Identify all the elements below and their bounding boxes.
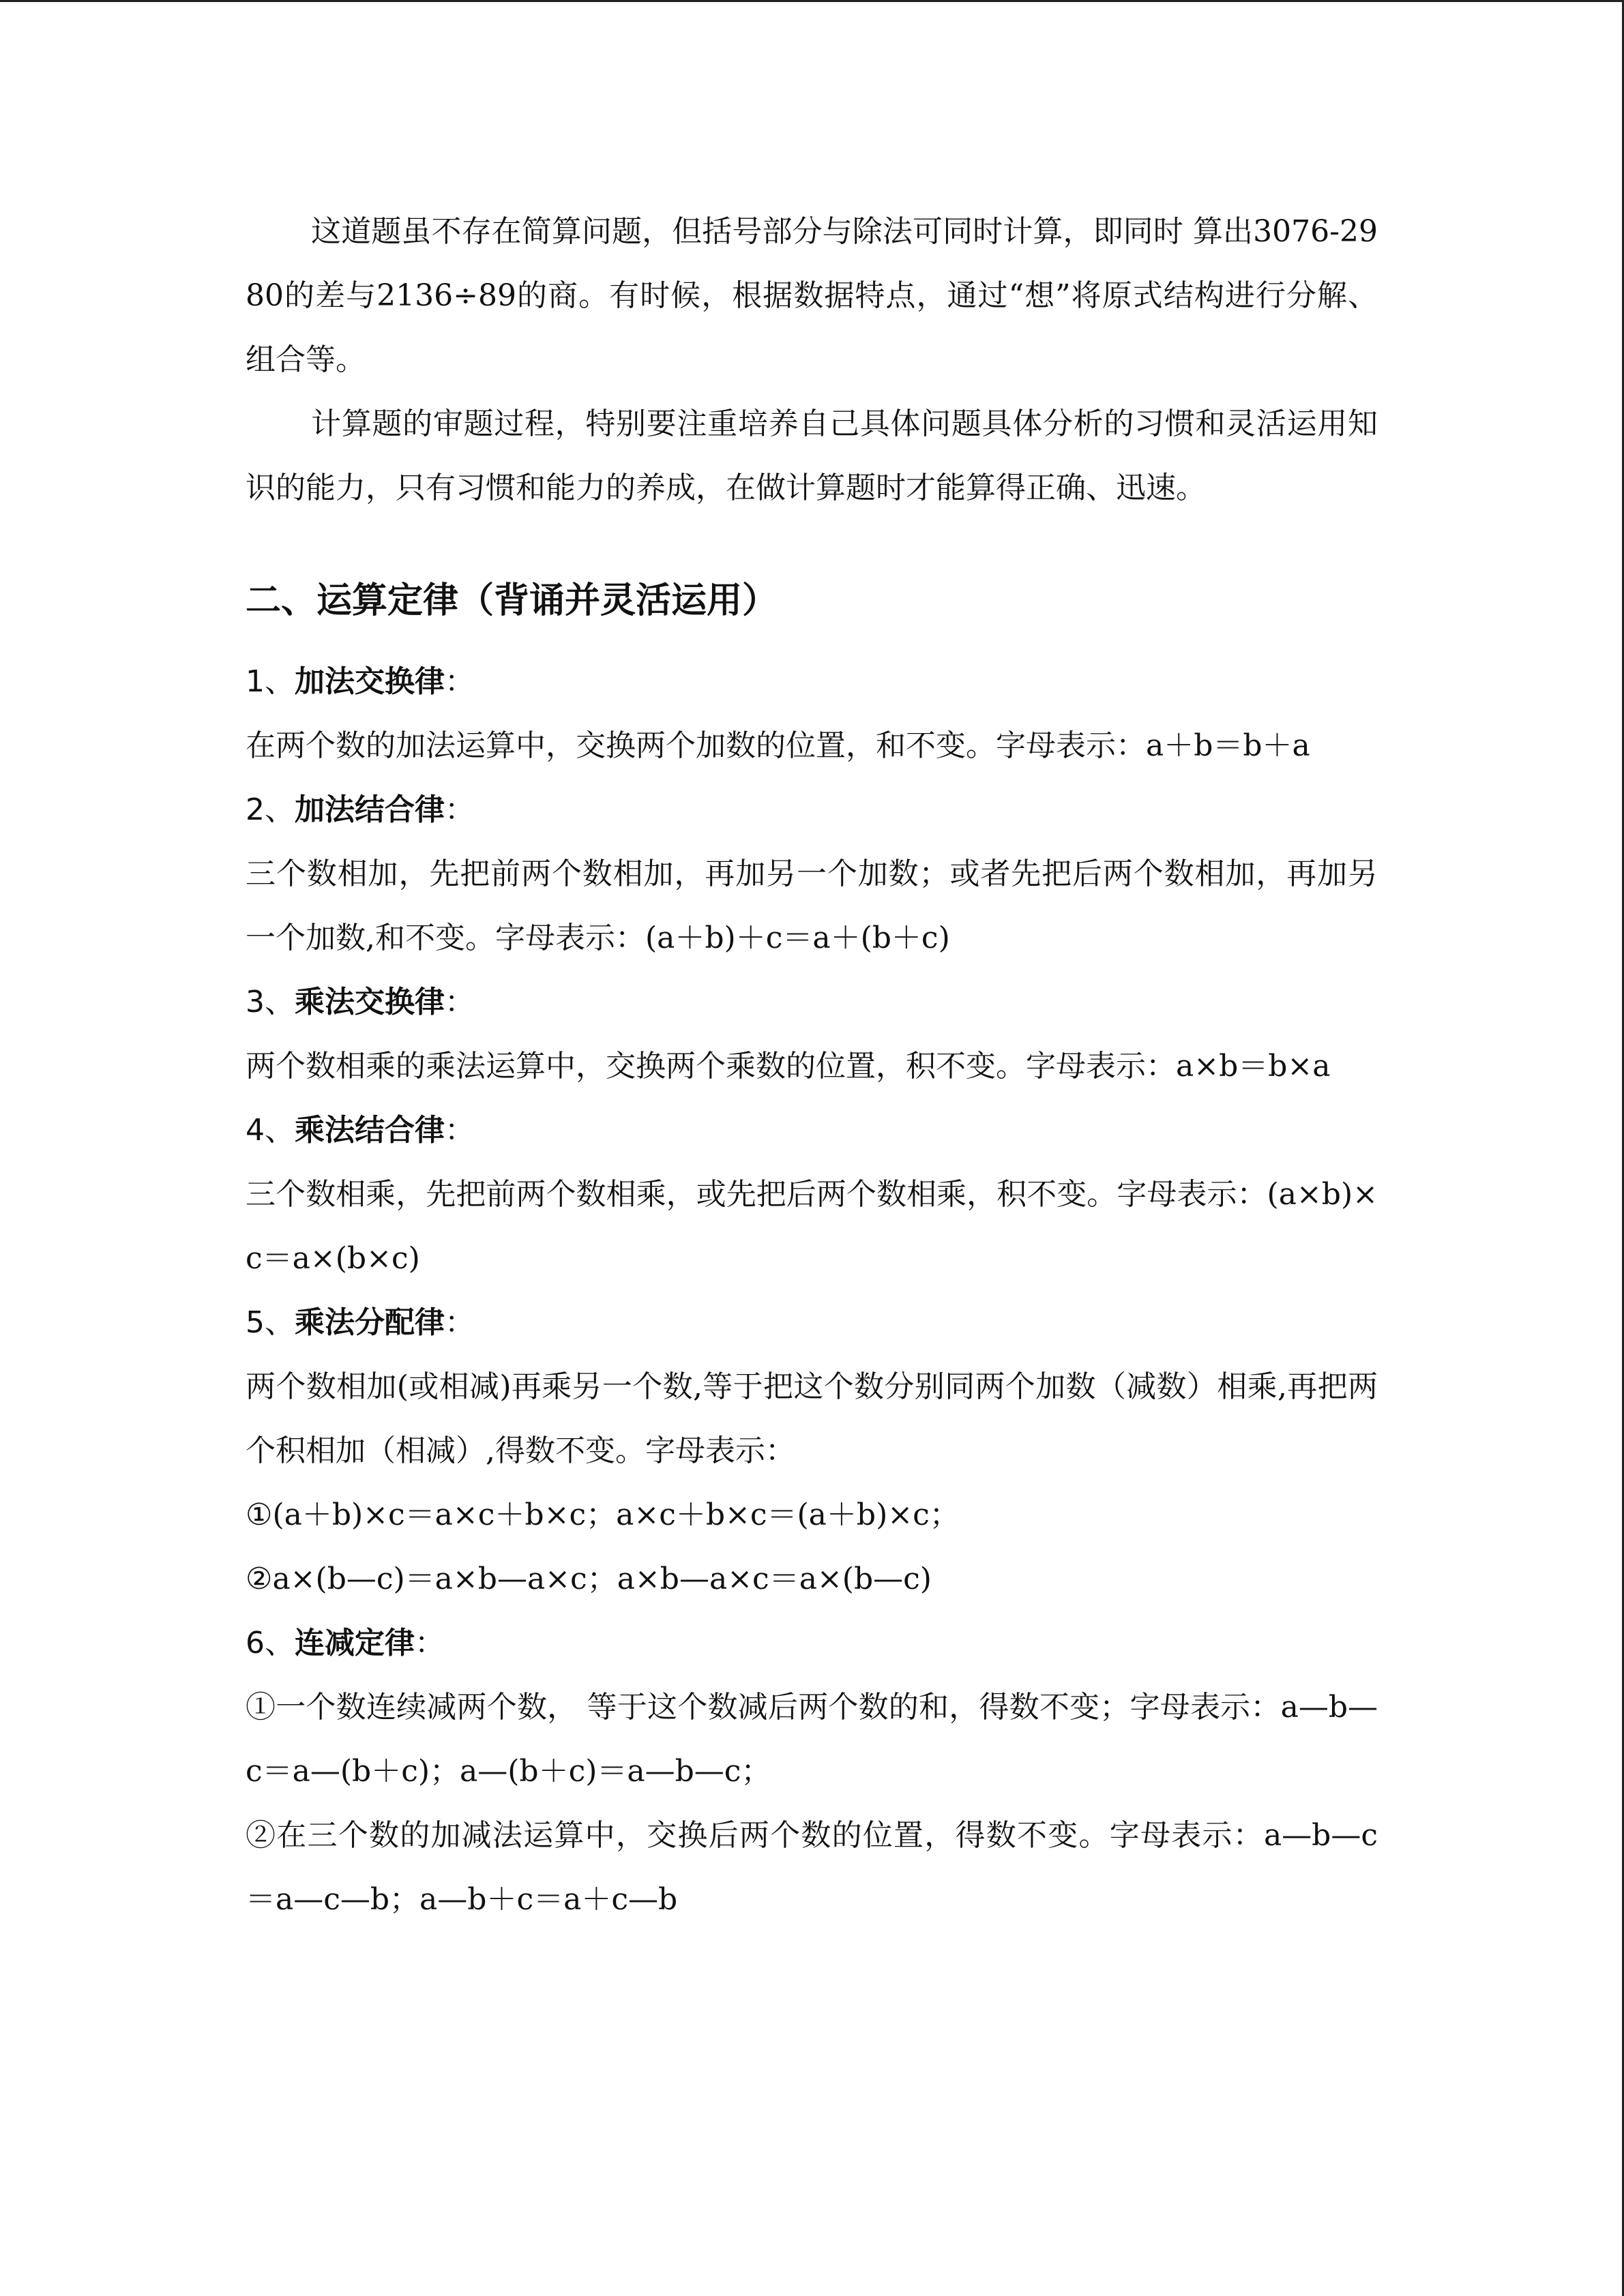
intro-paragraph-1: 这道题虽不存在简算问题，但括号部分与除法可同时计算，即同时 算出3076-2980的差与2136÷89的商。有时候，根据数据特点，通过“想”将原式结构进行分解、组合等。: [246, 214, 1378, 377]
law-name: 乘法结合律: [295, 1113, 445, 1148]
law-5: [246, 1291, 1378, 1611]
law-4: [246, 1099, 1378, 1291]
law-text: 在两个数的加法运算中，交换两个加数的位置，和不变。字母表示：a＋b＝b＋a: [246, 728, 1310, 763]
law-number: 5、: [246, 1305, 295, 1340]
law-name: 乘法分配律: [295, 1305, 445, 1340]
law-name: 乘法交换律: [295, 985, 445, 1019]
law-colon: ：: [445, 1113, 475, 1148]
intro-paragraph-2: 计算题的审题过程，特别要注重培养自己具体问题具体分析的习惯和灵活运用知识的能力，只有习惯和能力的养成，在做计算题时才能算得正确、迅速。: [246, 406, 1378, 505]
law-formula-1: ①(a＋b)×c＝a×c＋b×c；a×c＋b×c＝(a＋b)×c；: [246, 1497, 960, 1532]
law-text: 三个数相乘，先把前两个数相乘，或先把后两个数相乘，积不变。字母表示：(a×b)×c＝a×(b×c): [246, 1177, 1378, 1276]
law-heading: [246, 1099, 1378, 1163]
law-heading: [246, 1611, 1378, 1675]
section-title: 二、运算定律（背诵并灵活运用）: [246, 580, 778, 621]
law-number: 1、: [246, 664, 295, 699]
law-heading: [246, 778, 1378, 842]
page-content: [246, 200, 1378, 1932]
law-name: 加法结合律: [295, 792, 445, 827]
law-number: 6、: [246, 1626, 295, 1660]
law-formula-2: ②a×(b—c)＝a×b—a×c；a×b—a×c＝a×(b—c): [246, 1562, 932, 1596]
law-number: 2、: [246, 792, 295, 827]
law-name: 连减定律: [295, 1626, 415, 1660]
law-text-2: ②在三个数的加减法运算中，交换后两个数的位置，得数不变。字母表示：a—b—c＝a—c—b；a—b＋c＝a＋c—b: [246, 1818, 1378, 1917]
law-6: [246, 1611, 1378, 1932]
law-colon: ：: [445, 664, 475, 699]
law-colon: ：: [415, 1626, 445, 1660]
law-colon: ：: [445, 792, 475, 827]
law-colon: ：: [445, 1305, 475, 1340]
law-2: [246, 778, 1378, 970]
law-colon: ：: [445, 985, 475, 1019]
law-heading: [246, 1291, 1378, 1355]
law-1: [246, 650, 1378, 778]
law-heading: [246, 970, 1378, 1034]
law-name: 加法交换律: [295, 664, 445, 699]
law-text: 两个数相乘的乘法运算中，交换两个乘数的位置，积不变。字母表示：a×b＝b×a: [246, 1049, 1331, 1084]
law-number: 4、: [246, 1113, 295, 1148]
law-text: 三个数相加，先把前两个数相加，再加另一个加数；或者先把后两个数相加，再加另一个加数,和不变。字母表示：(a＋b)＋c＝a＋(b＋c): [246, 856, 1378, 955]
law-text: 两个数相加(或相减)再乘另一个数,等于把这个数分别同两个加数（减数）相乘,再把两个积相加（相减）,得数不变。字母表示：: [246, 1369, 1378, 1468]
law-number: 3、: [246, 985, 295, 1019]
law-heading: [246, 650, 1378, 714]
law-3: [246, 970, 1378, 1099]
law-text-1: ①一个数连续减两个数， 等于这个数减后两个数的和，得数不变；字母表示：a—b—c＝a—(b＋c)；a—(b＋c)＝a—b—c；: [246, 1690, 1378, 1789]
